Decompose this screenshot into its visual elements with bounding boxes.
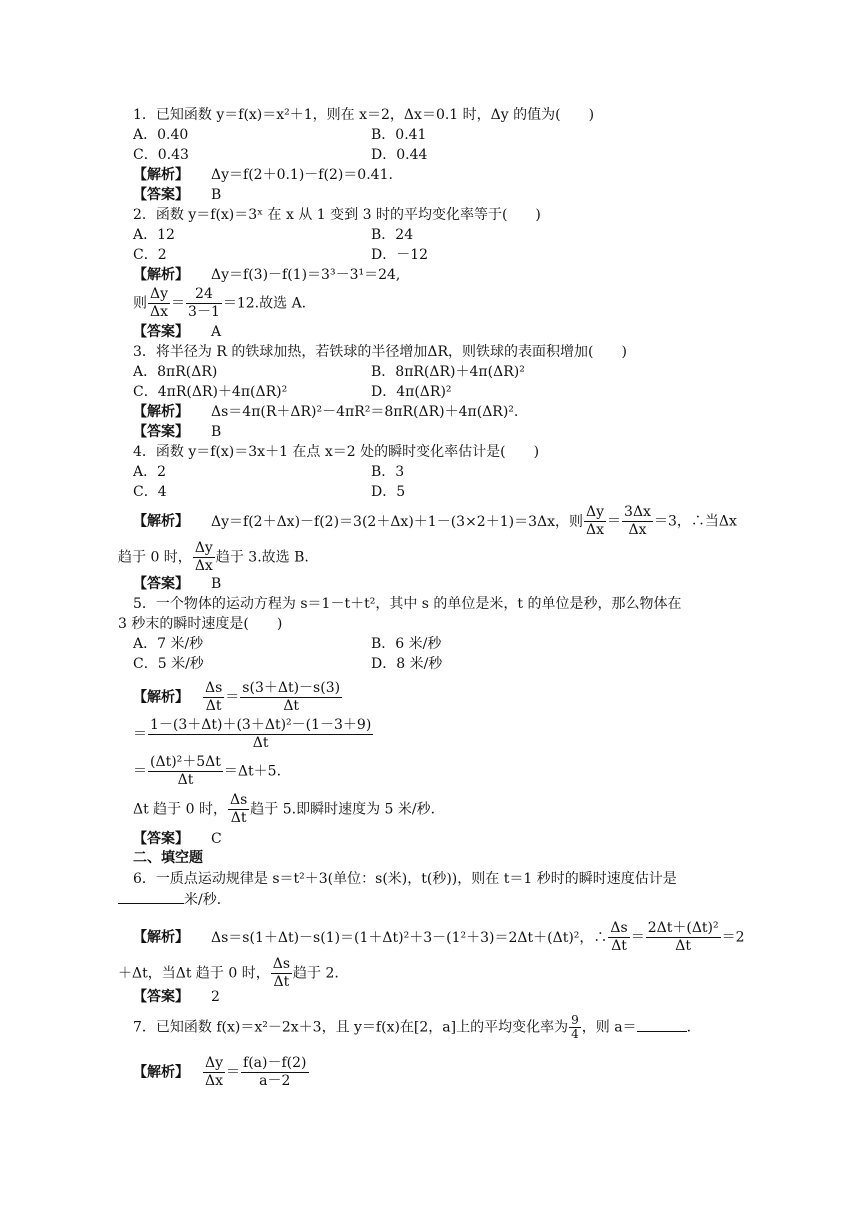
text: ＝3，∴当Δx (653, 513, 737, 530)
q2-option-a: A．12 (133, 227, 175, 243)
q5-option-b: B．6 米/秒 (371, 636, 442, 652)
answer-value: A (211, 324, 222, 340)
q3-stem: 3．将半径为 R 的铁球加热，若铁球的半径增加ΔR，则铁球的表面积增加( ) (133, 344, 627, 360)
text: ，则 a＝ (581, 1019, 637, 1036)
q4-solution-line2 (118, 540, 309, 575)
denominator: Δt (611, 938, 627, 954)
denominator: a－2 (259, 1073, 291, 1089)
q3-solution (133, 403, 518, 421)
answer-tag: 【答案】 (133, 576, 189, 592)
q1-option-b: B．0.41 (371, 127, 427, 143)
denominator: Δt (205, 698, 222, 714)
q2-solution-line2 (133, 286, 306, 321)
fraction (148, 717, 373, 752)
text: ＋Δt，当Δt 趋于 0 时， (118, 965, 270, 982)
q2-solution (133, 266, 400, 284)
q3-answer (133, 423, 221, 441)
q5-option-d: D．8 米/秒 (371, 656, 443, 672)
denominator: Δt (283, 698, 300, 714)
solution-tag: 【解析】 (133, 929, 189, 946)
q6-solution-line2 (118, 956, 339, 991)
fraction (584, 504, 606, 539)
fraction (148, 286, 170, 321)
numerator: 2Δt＋(Δt)² (647, 920, 719, 936)
q2-answer (133, 323, 221, 341)
q4-option-b: B．3 (371, 464, 405, 480)
denominator: Δt (230, 810, 247, 826)
numerator: 24 (186, 286, 222, 304)
answer-tag: 【答案】 (133, 424, 189, 440)
q5-option-c: C．5 米/秒 (133, 656, 204, 672)
answer-blank (637, 1018, 687, 1032)
q3-option-d: D．4π(ΔR)² (371, 384, 452, 400)
numerator: (Δt)²＋5Δt (150, 754, 221, 770)
text: ＝2 (721, 929, 745, 946)
denominator: Δx (150, 304, 169, 320)
solution-tag: 【解析】 (133, 167, 189, 183)
fraction (646, 920, 721, 955)
q2-option-d: D．－12 (371, 247, 429, 263)
q4-option-d: D．5 (371, 484, 406, 500)
q5-stem-line2: 3 秒末的瞬时速度是( ) (118, 616, 283, 632)
q4-option-c: C．4 (133, 484, 167, 500)
denominator: Δx (628, 522, 647, 538)
numerator: Δs (230, 792, 248, 808)
q5-answer (133, 830, 222, 848)
q7-stem (133, 1014, 691, 1041)
text: ＝Δt＋5. (223, 763, 282, 780)
q1-option-c: C．0.43 (133, 147, 189, 163)
text: 则 (133, 295, 147, 312)
q5-solution-line4 (133, 792, 445, 827)
answer-tag: 【答案】 (133, 187, 189, 203)
q5-stem-line1: 5．一个物体的运动方程为 s＝1－t＋t²，其中 s 的单位是米，t 的单位是秒，那么物体在 (133, 596, 682, 612)
equals: ＝ (171, 295, 186, 312)
answer-value: 2 (211, 989, 220, 1005)
q1-option-d: D．0.44 (371, 147, 428, 163)
denominator: Δx (194, 558, 213, 574)
q5-solution-line2 (133, 717, 374, 752)
q5-solution (133, 680, 343, 715)
text: . (686, 1019, 692, 1036)
solution-text: Δy＝f(2＋0.1)－f(2)＝0.41. (211, 167, 393, 183)
fraction (240, 680, 342, 715)
q3-option-a: A．8πR(ΔR) (133, 364, 218, 380)
equals: ＝ (133, 726, 147, 743)
q2-option-b: B．24 (371, 227, 414, 243)
q5-solution-line3 (133, 754, 281, 789)
numerator: Δs (205, 680, 223, 696)
fraction (228, 792, 249, 827)
equals: ＝ (630, 929, 645, 946)
solution-tag: 【解析】 (133, 267, 189, 283)
answer-value: B (211, 424, 222, 440)
q4-answer (133, 575, 221, 593)
solution-text: Δy＝f(3)－f(1)＝3³－3¹＝24, (211, 267, 401, 283)
q6-answer (133, 988, 220, 1006)
answer-tag: 【答案】 (133, 831, 189, 847)
numerator: 9 (571, 1013, 579, 1027)
answer-blank (118, 890, 184, 904)
denominator: 4 (571, 1027, 579, 1041)
equals: ＝ (133, 763, 147, 780)
q6-stem-line1: 6．一质点运动规律是 s＝t²＋3(单位：s(米)，t(秒))，则在 t＝1 秒时的瞬时速度估计是 (133, 871, 677, 887)
text: ＝12.故选 A. (222, 295, 307, 312)
denominator: Δx (205, 1073, 224, 1089)
answer-tag: 【答案】 (133, 324, 189, 340)
denominator: Δt (675, 938, 692, 954)
numerator: Δy (205, 1055, 224, 1071)
fraction (622, 504, 653, 539)
numerator: Δy (194, 540, 213, 556)
denominator: Δt (252, 735, 269, 751)
text: 7．已知函数 f(x)＝x²－2x＋3，且 y＝f(x)在[2，a]上的平均变化率为 (133, 1019, 569, 1036)
q6-stem-line2 (118, 890, 231, 909)
fraction (241, 1055, 308, 1090)
q3-option-c: C．4πR(ΔR)＋4π(ΔR)² (133, 384, 288, 400)
q3-option-b: B．8πR(ΔR)＋4π(ΔR)² (371, 364, 525, 380)
equals: ＝ (226, 1064, 241, 1081)
q4-stem: 4．函数 y＝f(x)＝3x＋1 在点 x＝2 处的瞬时变化率估计是( ) (133, 444, 540, 460)
solution-text: Δs＝4π(R＋ΔR)²－4πR²＝8πR(ΔR)＋4π(ΔR)². (211, 404, 519, 420)
numerator: 3Δx (624, 504, 651, 520)
answer-tag: 【答案】 (133, 989, 189, 1005)
solution-tag: 【解析】 (133, 513, 189, 530)
equals: ＝ (225, 689, 240, 706)
denominator: Δx (586, 522, 605, 538)
equals: ＝ (607, 513, 622, 530)
text: 趋于 2. (293, 965, 339, 982)
fraction (608, 920, 629, 955)
denominator: 3－1 (188, 304, 220, 320)
numerator: Δy (150, 286, 169, 302)
fraction (193, 540, 215, 575)
numerator: 1－(3＋Δt)＋(3＋Δt)²－(1－3＋9) (150, 717, 372, 733)
text: 趋于 3.故选 B. (215, 549, 309, 566)
q6-solution (133, 920, 745, 955)
denominator: Δt (273, 974, 290, 990)
text: 米/秒． (184, 892, 231, 908)
q4-solution (133, 504, 737, 539)
text: 趋于 5.即瞬时速度为 5 米/秒． (250, 801, 445, 818)
solution-tag: 【解析】 (133, 404, 189, 420)
numerator: s(3＋Δt)－s(3) (242, 680, 341, 696)
solution-tag: 【解析】 (133, 1064, 189, 1081)
solution-tag: 【解析】 (133, 689, 189, 706)
numerator: Δy (586, 504, 605, 520)
q1-option-a: A．0.40 (133, 127, 189, 143)
fraction (569, 1014, 581, 1041)
answer-value: B (211, 187, 222, 203)
numerator: Δs (272, 956, 291, 972)
denominator: Δt (177, 772, 194, 788)
text: 趋于 0 时， (118, 549, 192, 566)
text: Δt 趋于 0 时， (133, 801, 227, 818)
numerator: Δs (610, 920, 628, 936)
q2-stem: 2．函数 y＝f(x)＝3ˣ 在 x 从 1 变到 3 时的平均变化率等于( ) (133, 207, 541, 223)
numerator: f(a)－f(2) (243, 1055, 307, 1071)
q2-option-c: C．2 (133, 247, 167, 263)
q1-solution (133, 166, 393, 184)
q4-option-a: A．2 (133, 464, 167, 480)
fraction (186, 286, 222, 321)
q1-stem: 1．已知函数 y＝f(x)＝x²＋1，则在 x＝2，Δx＝0.1 时，Δy 的值为( ) (133, 107, 595, 123)
section-heading-fill-in: 二、填空题 (133, 850, 203, 866)
q5-option-a: A．7 米/秒 (133, 636, 204, 652)
answer-value: B (211, 576, 222, 592)
solution-text: Δs＝s(1＋Δt)－s(1)＝(1＋Δt)²＋3－(1²＋3)＝2Δt＋(Δt)²，∴ (211, 929, 608, 946)
q1-answer (133, 186, 221, 204)
answer-value: C (211, 831, 222, 847)
fraction (203, 680, 224, 715)
fraction (203, 1055, 225, 1090)
fraction (148, 754, 223, 789)
solution-text: Δy＝f(2＋Δx)－f(2)＝3(2＋Δx)＋1－(3×2＋1)＝3Δx，则 (211, 513, 583, 530)
fraction (271, 956, 292, 991)
q7-solution (133, 1055, 310, 1090)
